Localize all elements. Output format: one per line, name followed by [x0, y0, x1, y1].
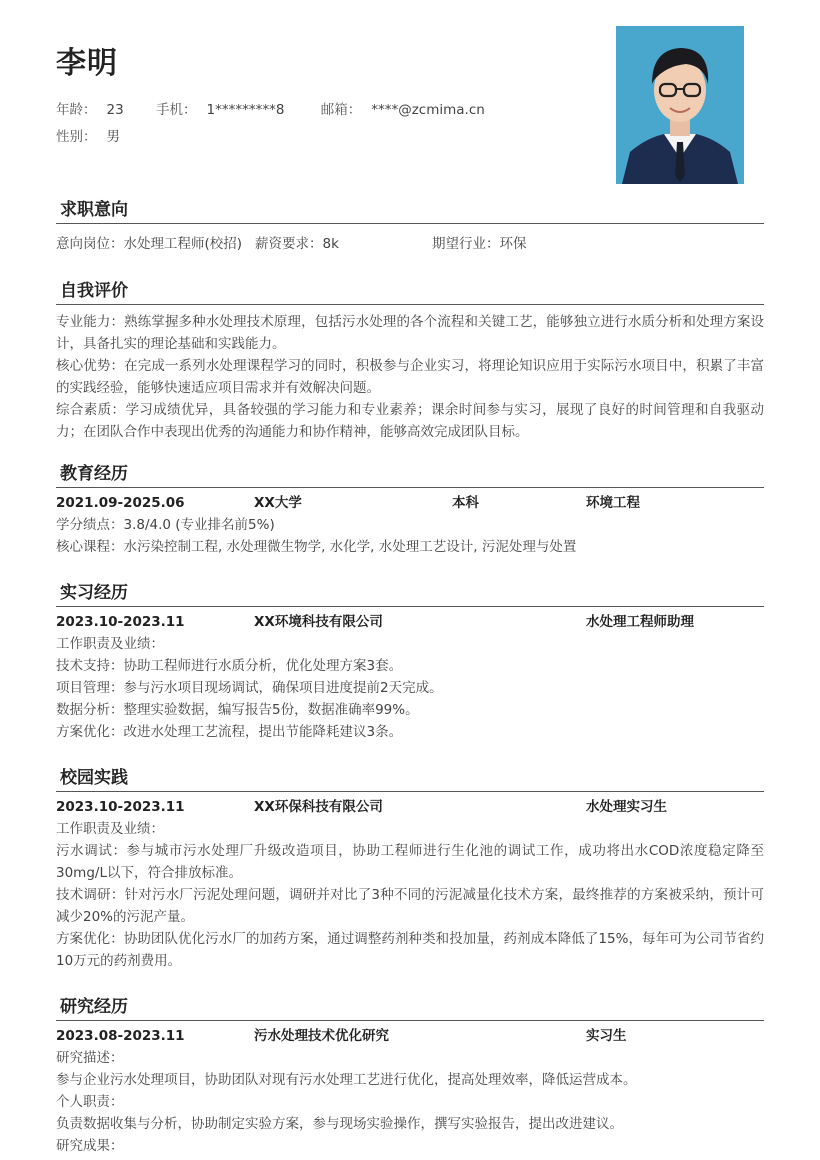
campus-line: 污水调试：参与城市污水处理厂升级改造项目，协助工程师进行生化池的调试工作，成功将出水COD浓度稳定降至30mg/L以下，符合排放标准。 [56, 843, 764, 881]
research-line: 负责数据收集与分析，协助制定实验方案，参与现场实验操作，撰写实验报告，提出改进建议。 [56, 1116, 623, 1132]
education-degree: 本科 [452, 495, 479, 511]
campus-line: 技术调研：针对污水厂污泥处理问题，调研并对比了3种不同的污泥减量化技术方案，最终推荐的方案被采纳，预计可减少20%的污泥产量。 [56, 887, 764, 925]
campus-header [56, 796, 764, 818]
intent-industry: 期望行业：环保 [432, 236, 527, 252]
email-label: 邮箱： [320, 102, 362, 118]
research-header [56, 1025, 764, 1047]
campus-line: 工作职责及业绩： [56, 821, 164, 837]
intent-row [56, 233, 764, 255]
campus-title: 校园实践 [56, 765, 764, 792]
campus-role: 水处理实习生 [586, 799, 667, 815]
education-header [56, 492, 764, 514]
age-value: 23 [106, 102, 124, 118]
candidate-name: 李明 [56, 46, 118, 81]
self-eval-line: 核心优势：在完成一系列水处理课程学习的同时，积极参与企业实习，将理论知识应用于实际污水项目中，积累了丰富的实践经验，能够快速适应项目需求并有效解决问题。 [56, 358, 764, 396]
internship-line: 技术支持：协助工程师进行水质分析，优化处理方案3套。 [56, 658, 403, 674]
research-line: 研究描述： [56, 1050, 124, 1066]
internship-role: 水处理工程师助理 [586, 614, 694, 630]
internship-line: 方案优化：改进水处理工艺流程，提出节能降耗建议3条。 [56, 724, 403, 740]
phone-label: 手机： [155, 102, 197, 118]
internship-section [56, 580, 764, 743]
research-line: 研究成果： [56, 1138, 124, 1154]
research-date: 2023.08-2023.11 [56, 1028, 185, 1044]
gender-label: 性别： [56, 129, 97, 145]
intent-position: 意向岗位：水处理工程师(校招) [56, 236, 243, 252]
internship-date: 2023.10-2023.11 [56, 614, 185, 630]
email-value: ****@zcmima.cn [371, 102, 485, 118]
contact-row [56, 100, 485, 120]
campus-section [56, 765, 764, 972]
self-eval-title: 自我评价 [56, 278, 764, 305]
research-section [56, 994, 764, 1157]
intent-section [56, 197, 764, 255]
internship-company: XX环境科技有限公司 [254, 614, 383, 630]
self-eval-line: 综合素质：学习成绩优异，具备较强的学习能力和专业素养；课余时间参与实习，展现了良好的时间管理和自我驱动力；在团队合作中表现出优秀的沟通能力和协作精神，能够高效完成团队目标。 [56, 402, 764, 440]
education-line: 核心课程：水污染控制工程, 水处理微生物学, 水化学, 水处理工艺设计, 污泥处理与处置 [56, 539, 577, 555]
internship-line: 数据分析：整理实验数据，编写报告5份，数据准确率99%。 [56, 702, 419, 718]
phone-value: 1*********8 [206, 102, 285, 118]
education-section [56, 461, 764, 558]
research-role: 实习生 [586, 1028, 627, 1044]
campus-line: 方案优化：协助团队优化污水厂的加药方案，通过调整药剂种类和投加量，药剂成本降低了15%，每年可为公司节省约10万元的药剂费用。 [56, 931, 764, 969]
portrait-illustration [616, 26, 744, 184]
intent-title: 求职意向 [56, 197, 764, 224]
education-line: 学分绩点：3.8/4.0 (专业排名前5%) [56, 517, 275, 533]
internship-title: 实习经历 [56, 580, 764, 607]
gender-row [56, 127, 120, 147]
research-project: 污水处理技术优化研究 [254, 1028, 389, 1044]
internship-line: 项目管理：参与污水项目现场调试，确保项目进度提前2天完成。 [56, 680, 443, 696]
age-label: 年龄： [56, 102, 97, 118]
education-date: 2021.09-2025.06 [56, 495, 185, 511]
gender-value: 男 [106, 129, 120, 145]
campus-company: XX环保科技有限公司 [254, 799, 383, 815]
intent-salary: 薪资要求：8k [255, 236, 339, 252]
research-line: 参与企业污水处理项目，协助团队对现有污水处理工艺进行优化，提高处理效率，降低运营成本。 [56, 1072, 637, 1088]
internship-header [56, 611, 764, 633]
self-eval-section [56, 278, 764, 443]
education-major: 环境工程 [586, 495, 640, 511]
self-eval-line: 专业能力：熟练掌握多种水处理技术原理，包括污水处理的各个流程和关键工艺，能够独立进行水质分析和处理方案设计，具备扎实的理论基础和实践能力。 [56, 314, 764, 352]
education-title: 教育经历 [56, 461, 764, 488]
internship-line: 工作职责及业绩： [56, 636, 164, 652]
research-title: 研究经历 [56, 994, 764, 1021]
campus-date: 2023.10-2023.11 [56, 799, 185, 815]
research-line: 个人职责： [56, 1094, 124, 1110]
profile-photo [616, 26, 744, 184]
education-school: XX大学 [254, 495, 302, 511]
